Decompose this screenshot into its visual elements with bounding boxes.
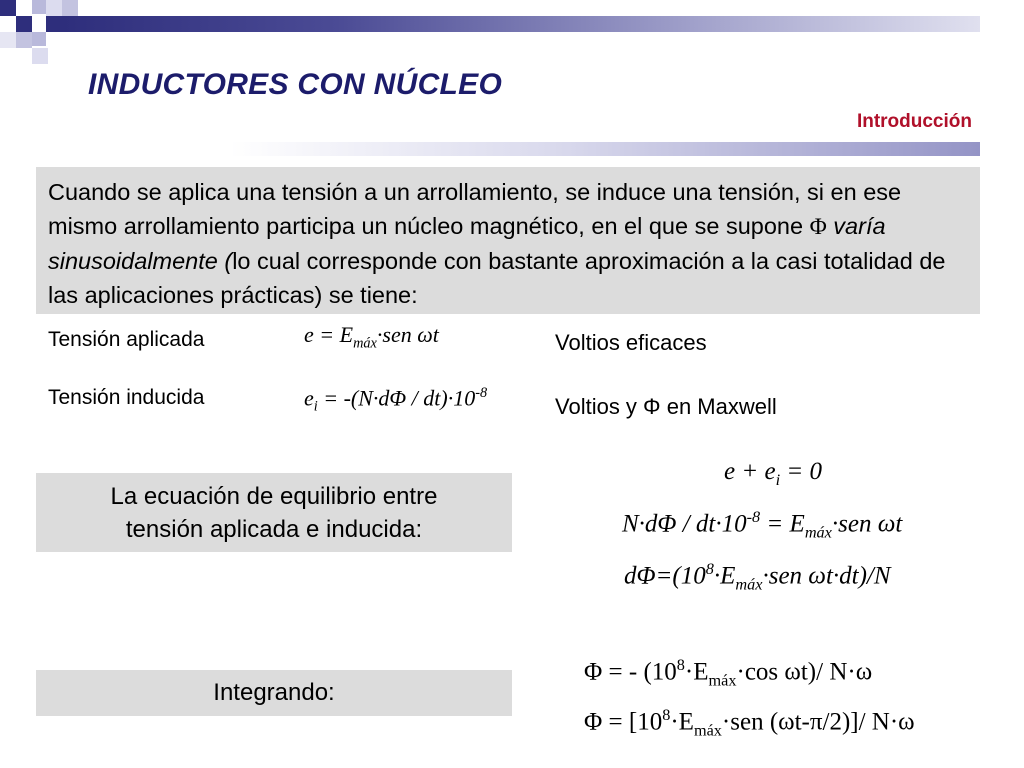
formula-sub: máx [804,523,832,542]
header-bar [62,16,980,32]
formula-sub: i [775,471,781,489]
formula-part: e = E [304,322,354,347]
deco-square [0,0,16,16]
deco-square [46,0,62,16]
deco-square [32,48,48,64]
formula-sub: i [313,398,318,415]
deco-square [62,0,78,16]
formula-part: ·E [670,708,694,736]
applied-voltage-unit: Voltios eficaces [555,330,707,355]
formula-sub: máx [693,721,722,740]
intro-italic-text: varía sinusoidalmente ( [48,213,886,274]
formula-part: Φ = - (10 [584,658,677,686]
equilibrium-eq-3 [624,560,891,594]
formula-part: = -(N·dΦ / dt)·10 [317,385,476,411]
formula-part: ·sen (ωt-π/2)]/ N·ω [721,708,915,736]
formula-sup: 8 [676,656,685,674]
formula-sub: máx [353,335,377,352]
phi-symbol: Φ [809,214,827,240]
subtitle-bar [230,142,980,156]
integration-eq-1 [584,656,872,690]
intro-text-end: lo cual corresponde con bastante aproximación a la casi totalidad de las aplicaciones prácticas) se tiene: [48,248,946,308]
induced-voltage-label: Tensión inducida [48,386,205,409]
formula-part: N·dΦ / dt·10 [622,510,747,538]
integration-eq-2 [584,706,915,740]
deco-square [32,32,46,46]
equilibrium-eq-1 [724,458,822,490]
formula-part: dΦ=(10 [624,562,706,590]
formula-part: ·E [684,658,709,686]
formula-sup: -8 [746,508,761,526]
formula-sub: máx [708,671,737,690]
section-subtitle: Introducción [856,111,972,132]
equilibrium-box [36,473,512,552]
formula-sub: máx [735,575,763,594]
formula-part: Φ = [10 [584,708,663,736]
deco-square [32,0,46,14]
formula-sup: 8 [662,706,671,724]
formula-sup: 8 [705,560,714,578]
formula-part: e + e [724,458,776,485]
formula-part: e [304,385,314,411]
deco-square [16,32,32,48]
induced-voltage-formula [304,385,487,416]
formula-part: ·E [713,562,736,590]
formula-part: ·sen ωt [376,322,439,347]
formula-part: = E [760,510,805,538]
equilibrium-text: La ecuación de equilibrio entre tensión aplicada e inducida: [110,482,438,543]
equilibrium-eq-2 [622,508,902,542]
intro-text: Cuando se aplica una tensión a un arrollamiento, se induce una tensión, si en ese mismo arrollamiento participa un núcleo magnético, en el que se supone [48,179,902,239]
formula-part: ·sen ωt [831,510,903,538]
intro-paragraph [36,167,980,314]
deco-square [16,16,32,32]
formula-part: ·cos ωt)/ N·ω [736,658,873,686]
formula-part: ·sen ωt·dt)/N [762,562,891,590]
formula-part: = 0 [780,458,822,485]
deco-square [0,32,16,48]
induced-voltage-unit: Voltios y Φ en Maxwell [555,394,777,419]
page-title: INDUCTORES CON NÚCLEO [88,68,503,101]
integration-label: Integrando: [213,679,335,706]
applied-voltage-formula [304,322,439,352]
formula-sup: -8 [475,385,488,401]
integration-box [36,670,512,716]
deco-square [46,16,62,32]
applied-voltage-label: Tensión aplicada [48,328,205,351]
